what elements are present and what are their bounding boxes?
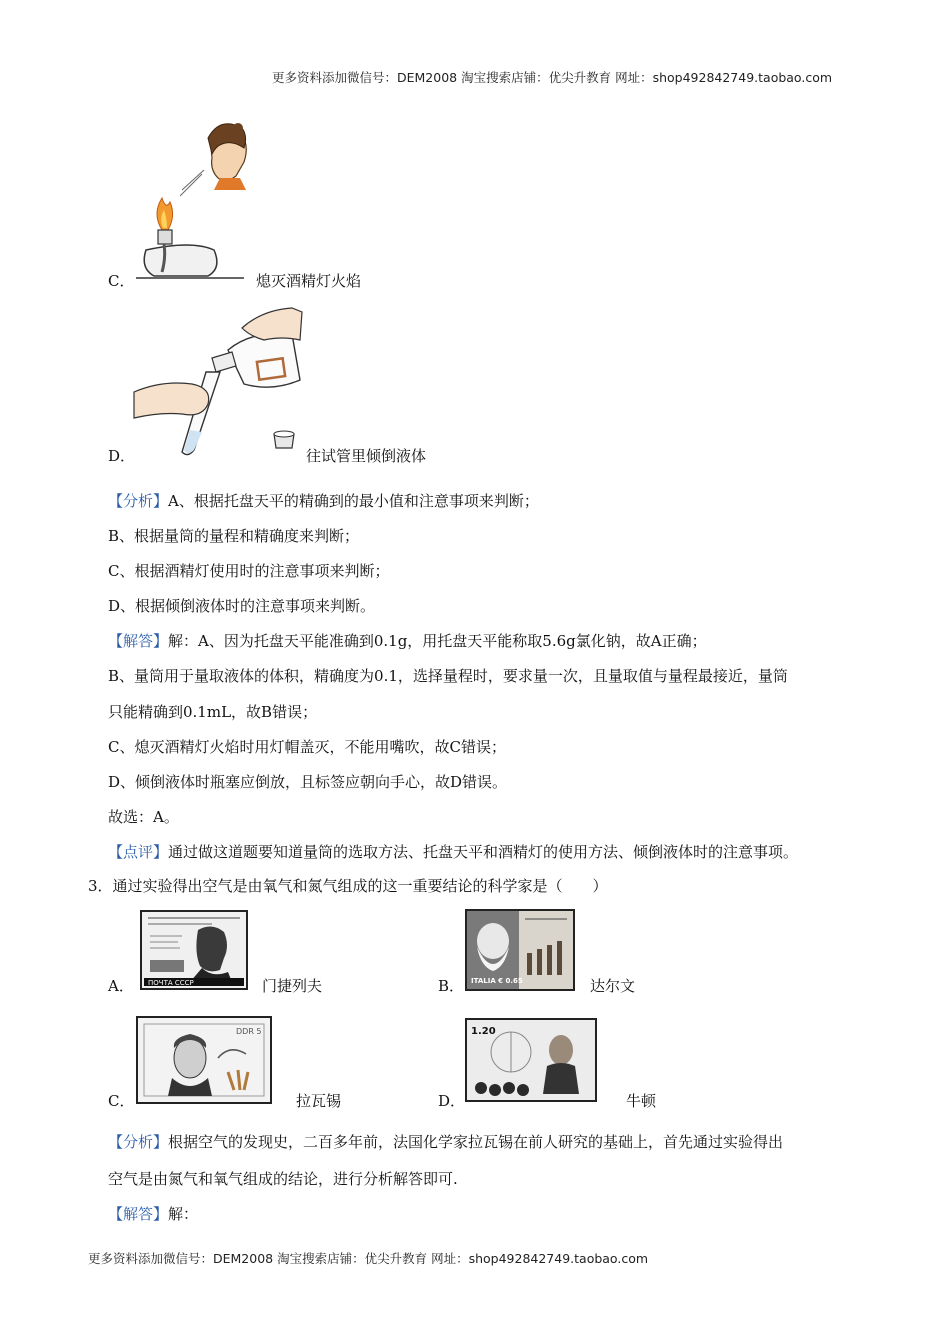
answer-line: 只能精确到0.1mL，故B错误；	[108, 703, 318, 721]
answer-line: B、量筒用于量取液体的体积，精确度为0.1，选择量程时，要求量一次，且量取值与量程最接近，量筒	[108, 667, 788, 685]
pouring-liquid-illustration	[132, 300, 312, 460]
option-d-caption: 往试管里倾倒液体	[306, 447, 427, 465]
option-d3-name: 牛顿	[626, 1092, 657, 1110]
stamp-b-text: ITALIA € 0.65	[471, 977, 523, 985]
q3-analysis-line: 空气是由氮气和氧气组成的结论，进行分析解答即可.	[108, 1170, 458, 1188]
page-footer: 更多资料添加微信号：DEM2008 淘宝搜索店铺：优尖升教育 网址：shop492842749.taobao.com	[88, 1251, 649, 1266]
stamp-c-text: DDR 5	[236, 1027, 262, 1036]
stamp-d-text: 1.20	[471, 1026, 496, 1037]
q3-analysis-paragraph	[108, 1132, 783, 1152]
analysis-tag: 【分析】	[108, 492, 169, 510]
comment-paragraph	[108, 842, 798, 862]
answer-paragraph	[108, 631, 707, 651]
option-c3-letter: C．	[108, 1092, 135, 1110]
option-c-caption: 熄灭酒精灯火焰	[256, 272, 362, 290]
q3-analysis-tag: 【分析】	[108, 1133, 169, 1151]
answer-line: D、倾倒液体时瓶塞应倒放，且标签应朝向手心，故D错误。	[108, 773, 508, 791]
answer-line: C、熄灭酒精灯火焰时用灯帽盖灭，不能用嘴吹，故C错误；	[108, 738, 506, 756]
answer-line: 解：A、因为托盘天平能准确到0.1g，用托盘天平能称取5.6g氯化钠，故A正确；	[168, 632, 707, 650]
darwin-stamp-image	[465, 909, 575, 991]
alcohol-lamp-blowing-illustration	[132, 118, 252, 286]
option-d-letter: D．	[108, 447, 136, 465]
option-b-letter: B．	[438, 977, 465, 995]
question-3-stem: 3．通过实验得出空气是由氧气和氮气组成的这一重要结论的科学家是（ ）	[88, 877, 608, 895]
option-c-letter: C．	[108, 272, 135, 290]
lavoisier-stamp-image	[136, 1016, 272, 1104]
option-b-name: 达尔文	[590, 977, 636, 995]
analysis-paragraph	[108, 491, 539, 511]
analysis-line: B、根据量筒的量程和精确度来判断；	[108, 527, 360, 545]
analysis-line: D、根据倾倒液体时的注意事项来判断。	[108, 597, 376, 615]
option-a-letter: A．	[108, 977, 134, 995]
stamp-a-text: ПОЧТА СССР	[148, 979, 194, 987]
q3-answer-tag: 【解答】	[108, 1205, 169, 1223]
option-d3-letter: D．	[438, 1092, 466, 1110]
page-header: 更多资料添加微信号：DEM2008 淘宝搜索店铺：优尖升教育 网址：shop492842749.taobao.com	[272, 70, 833, 85]
q3-analysis-line: 根据空气的发现史，二百多年前，法国化学家拉瓦锡在前人研究的基础上，首先通过实验得出	[168, 1133, 784, 1151]
answer-tag: 【解答】	[108, 632, 169, 650]
q3-answer-paragraph	[108, 1204, 198, 1224]
answer-line: 故选：A。	[108, 808, 179, 826]
mendeleev-stamp-image	[140, 910, 248, 990]
comment-tag: 【点评】	[108, 843, 169, 861]
analysis-line: C、根据酒精灯使用时的注意事项来判断；	[108, 562, 390, 580]
comment-text: 通过做这道题要知道量筒的选取方法、托盘天平和酒精灯的使用方法、倾倒液体时的注意事项。	[168, 843, 799, 861]
option-a-name: 门捷列夫	[262, 977, 323, 995]
analysis-line: A、根据托盘天平的精确到的最小值和注意事项来判断；	[168, 492, 539, 510]
newton-stamp-image	[465, 1018, 597, 1102]
q3-answer-text: 解：	[168, 1205, 199, 1223]
option-c3-name: 拉瓦锡	[296, 1092, 342, 1110]
